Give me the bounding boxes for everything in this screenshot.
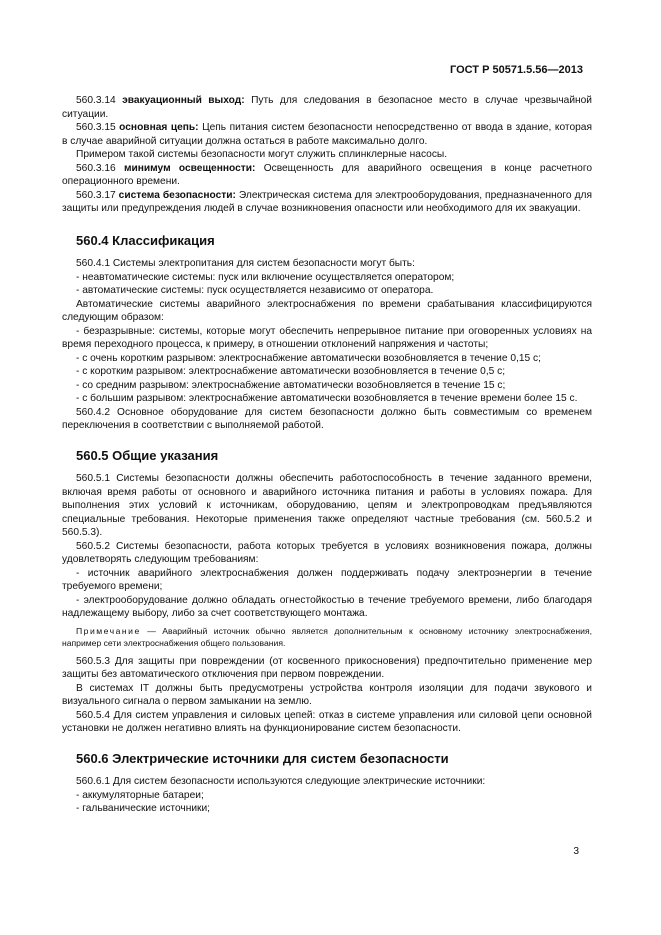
list-item: - гальванические источники; [76, 803, 211, 814]
section-heading-560-6: 560.6 Электрические источники для систем безопасности [76, 750, 449, 766]
list-item: - со средним разрывом: электроснабжение автоматически возобновляется в течение 15 с; [76, 379, 506, 391]
list-item: - неавтоматические системы: пуск или включение осуществляется оператором; [76, 271, 455, 283]
paragraph: 560.5.2 Системы безопасности, работа которых требуется в условиях возникновения пожара, должны удовлетворять следующим требованиям: [62, 540, 592, 565]
definition-560-3-15: 560.3.15 основная цепь: Цепь питания систем безопасности непосредственно от ввода в здание, которая в случае аварийной ситуации должна остаться в работе максимально долго. [62, 122, 592, 147]
document-header: ГОСТ Р 50571.5.56—2013 [449, 64, 583, 76]
paragraph: 560.5.1 Системы безопасности должны обеспечить работоспособность в течение заданного времени, включая время работы от основного и аварийного источника питания и работы в условиях пожара. Для выполнения этих условий к источникам, оборудованию, цепям и электропроводкам предъявляются специальные требования. Некоторые применения также определяют частные требования (см. 560.5.2 и 560.5.3). [62, 473, 592, 538]
definition-560-3-17: 560.3.17 система безопасности: Электрическая система для электрооборудования, предназначенного для защиты или предупреждения людей в случае возникновения опасности или необходимого для их эвакуации. [62, 189, 592, 214]
section-heading-560-5: 560.5 Общие указания [76, 447, 219, 463]
paragraph: 560.4.1 Системы электропитания для систем безопасности могут быть: [76, 258, 415, 269]
term: основная цепь: [119, 122, 199, 133]
paragraph: 560.5.3 Для защиты при повреждении (от косвенного прикосновения) предпочтительно применение мер защиты без автоматического отключения при первом повреждении. [62, 655, 592, 680]
paragraph: В системах IT должны быть предусмотрены устройства контроля изоляции для подачи звукового и визуального сигнала о первом замыкании на землю. [62, 682, 592, 707]
paragraph: 560.4.2 Основное оборудование для систем безопасности должно быть совместимым со временем переключения в соответствии с выполняемой работой. [62, 406, 592, 431]
list-item: - электрооборудование должно обладать огнестойкостью в течение требуемого времени, либо благодаря надлежащему выбору, либо за счет соответствующего монтажа. [62, 594, 592, 619]
definition-560-3-16: 560.3.16 минимум освещенности: Освещенность для аварийного освещения в конце расчетного операционного времени. [62, 162, 592, 187]
page-number: 3 [573, 846, 579, 857]
list-item: - источник аварийного электроснабжения должен поддерживать подачу электроэнергии в течение требуемого времени; [62, 567, 592, 592]
list-item: - с очень коротким разрывом: электроснабжение автоматически возобновляется в течение 0,15 с; [76, 352, 541, 364]
note: Примечание — Аварийный источник обычно является дополнительным к основному источнику электроснабжения, например сети электроснабжения общего пользования. [62, 625, 592, 648]
paragraph: Автоматические системы аварийного электроснабжения по времени срабатывания классифицируются следующим образом: [62, 298, 592, 323]
document-body [62, 94, 592, 816]
term: минимум освещенности: [123, 162, 256, 174]
list-item: - автоматические системы: пуск осуществляется независимо от оператора. [76, 285, 434, 296]
list-item: - с коротким разрывом: электроснабжение автоматически возобновляется в течение 0,5 с; [76, 366, 506, 377]
list-item: - с большим разрывом: электроснабжение автоматически возобновляется в течение времени более 15 с. [76, 393, 578, 404]
paragraph: 560.6.1 Для систем безопасности используются следующие электрические источники: [76, 776, 486, 787]
list-item: - аккумуляторные батареи; [76, 789, 204, 801]
term: эвакуационный выход: [122, 95, 245, 106]
definition-560-3-14: 560.3.14 эвакуационный выход: Путь для следования в безопасное место в случае чрезвычайной ситуации. [62, 95, 592, 120]
section-heading-560-4: 560.4 Классификация [76, 232, 215, 248]
example-text: Примером такой системы безопасности могут служить сплинклерные насосы. [76, 149, 448, 160]
paragraph: 560.5.4 Для систем управления и силовых цепей: отказ в системе управления или силовой цепи основной установки не должен негативно влиять на функционирование систем безопасности. [62, 709, 592, 734]
note-label: Примечание [76, 625, 141, 636]
term: система безопасности: [118, 189, 236, 201]
list-item: - безразрывные: системы, которые могут обеспечить непрерывное питание при оговоренных условиях на время переходного процесса, к примеру, в отношении отклонений напряжения и частоты; [62, 325, 592, 350]
